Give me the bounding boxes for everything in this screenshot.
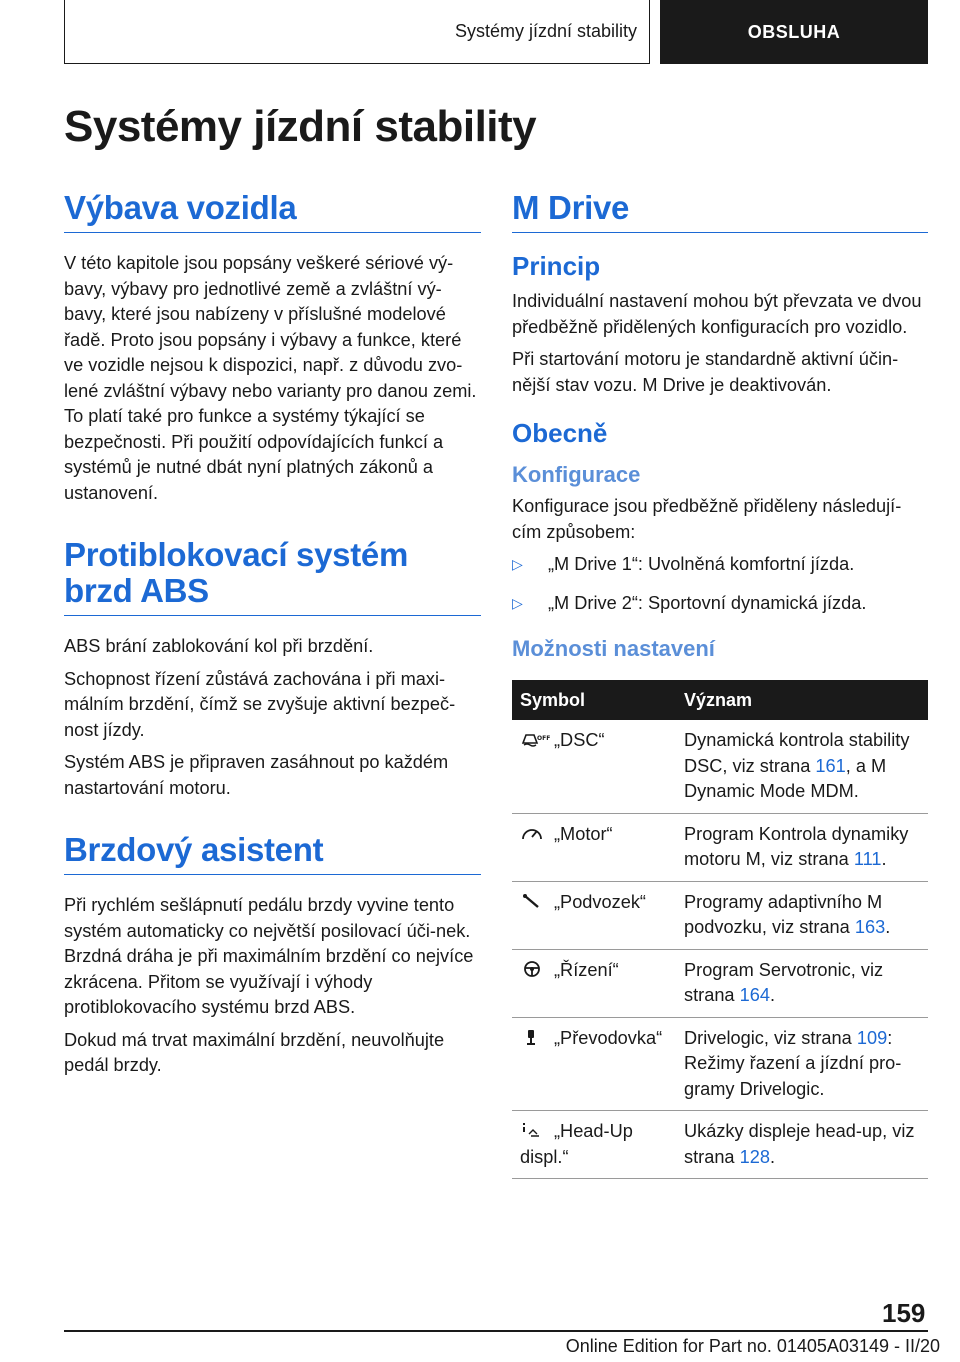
page-link[interactable]: 161	[815, 755, 846, 776]
head-up-display-icon	[520, 1122, 544, 1138]
page-link[interactable]: 111	[853, 849, 882, 869]
configuration-list	[512, 552, 928, 616]
page-link[interactable]: 164	[739, 985, 770, 1005]
subheading-princip: Princip	[512, 251, 601, 281]
subheading-konfigurace: Konfigurace	[512, 462, 641, 487]
left-column	[64, 190, 481, 1086]
table-row: „Motor“ Program Kontrola dynamiky motoru M, viz strana 111.	[512, 813, 928, 881]
bullet-triangle-icon: ▷	[512, 594, 523, 611]
list-item: ▷ „M Drive 2“: Sportovní dynamická jízda.	[512, 591, 928, 617]
page-title: Systémy jízdní stability	[64, 102, 537, 151]
footer-edition: Online Edition for Part no. 01405A03149 - II/20	[565, 1336, 940, 1356]
paragraph: ABS brání zablokování kol při brzdění.	[64, 636, 374, 656]
paragraph: Schopnost řízení zůstává zachována i při maxi-málním brzdění, čímž se zvyšuje aktivní bezpeč-nost jízdy.	[64, 668, 456, 740]
page-number: 159	[882, 1298, 926, 1328]
paragraph: Individuální nastavení mohou být převzata ve dvou předběžně přidělených konfiguracích pro vozidlo.	[512, 291, 922, 337]
settings-table	[512, 680, 928, 1179]
suspension-icon	[520, 893, 544, 909]
section-title-brzdovy-asistent: Brzdový asistent	[64, 832, 481, 875]
column-header-meaning: Význam	[676, 680, 928, 720]
header-chapter-label: OBSLUHA	[660, 0, 928, 64]
subheading-moznosti-nastaveni: Možnosti nastavení	[512, 636, 715, 661]
column-header-symbol: Symbol	[512, 680, 676, 720]
steering-wheel-icon	[520, 961, 544, 977]
right-column	[512, 190, 928, 1179]
section-title-m-drive: M Drive	[512, 190, 928, 233]
page-header	[64, 0, 928, 64]
svg-text:OFF: OFF	[537, 735, 551, 742]
paragraph: Konfigurace jsou předběžně přiděleny následují-cím způsobem:	[512, 496, 902, 542]
paragraph: Při startování motoru je standardně aktivní účin-nější stav vozu. M Drive je deaktivován.	[512, 349, 899, 395]
paragraph: Při rychlém sešlápnutí pedálu brzdy vyvine tento systém automaticky co největší posilovací úči-nek. Brzdná dráha je při maximálním brzdění co nejvíce zkrácena. Přitom se využívají i výhody protiblokovacího systému brzd ABS.	[64, 895, 474, 1017]
section-title-vybava: Výbava vozidla	[64, 190, 481, 233]
paragraph: Systém ABS je připraven zasáhnout po každém nastartování motoru.	[64, 752, 449, 798]
footer-divider	[64, 1330, 928, 1332]
gear-shift-icon	[520, 1029, 544, 1045]
subheading-obecne: Obecně	[512, 418, 608, 448]
table-row: OFF „DSC“ Dynamická kontrola stability DSC, viz strana 161, a M Dynamic Mode MDM.	[512, 720, 928, 813]
page-link[interactable]: 128	[739, 1146, 770, 1167]
table-row: „Převodovka“ Drivelogic, viz strana 109: Režimy řazení a jízdní pro-gramy Drivelogic.	[512, 1017, 928, 1111]
list-item: ▷ „M Drive 1“: Uvolněná komfortní jízda.	[512, 552, 928, 578]
table-header-row	[512, 680, 928, 720]
paragraph: Dokud má trvat maximální brzdění, neuvolňujte pedál brzdy.	[64, 1029, 445, 1075]
bullet-triangle-icon: ▷	[512, 556, 523, 572]
header-section-title: Systémy jízdní stability	[64, 0, 650, 64]
table-row: „Podvozek“ Programy adaptivního M podvozku, viz strana 163.	[512, 881, 928, 949]
section-title-abs: Protiblokovací systém brzd ABS	[64, 537, 481, 616]
page-link[interactable]: 163	[854, 917, 886, 937]
table-row: „Head-Up displ.“ Ukázky displeje head-up, viz strana 128.	[512, 1111, 928, 1179]
page-link[interactable]: 109	[856, 1027, 888, 1048]
dsc-off-icon	[520, 731, 551, 747]
speedometer-icon	[520, 825, 544, 841]
table-row: „Řízení“ Program Servotronic, viz strana 164.	[512, 949, 928, 1017]
paragraph: V této kapitole jsou popsány veškeré sériové vý-bavy, výbavy pro jednotlivé země a zvláštní vý-bavy, které jsou nabízeny v příslušné modelové řadě. Proto jsou popsány i výbavy a funkce, které ve vozidle nejsou k dispozici, např. z důvodu zvo-lené zvláštní výbavy nebo varianty pro danou zemi. To platí také pro funkce a systémy týkající se bezpečnosti. Při použití odpovídajících funkcí a systémů je nutné dbát nyní platných zákonů a ustanovení.	[64, 253, 477, 503]
